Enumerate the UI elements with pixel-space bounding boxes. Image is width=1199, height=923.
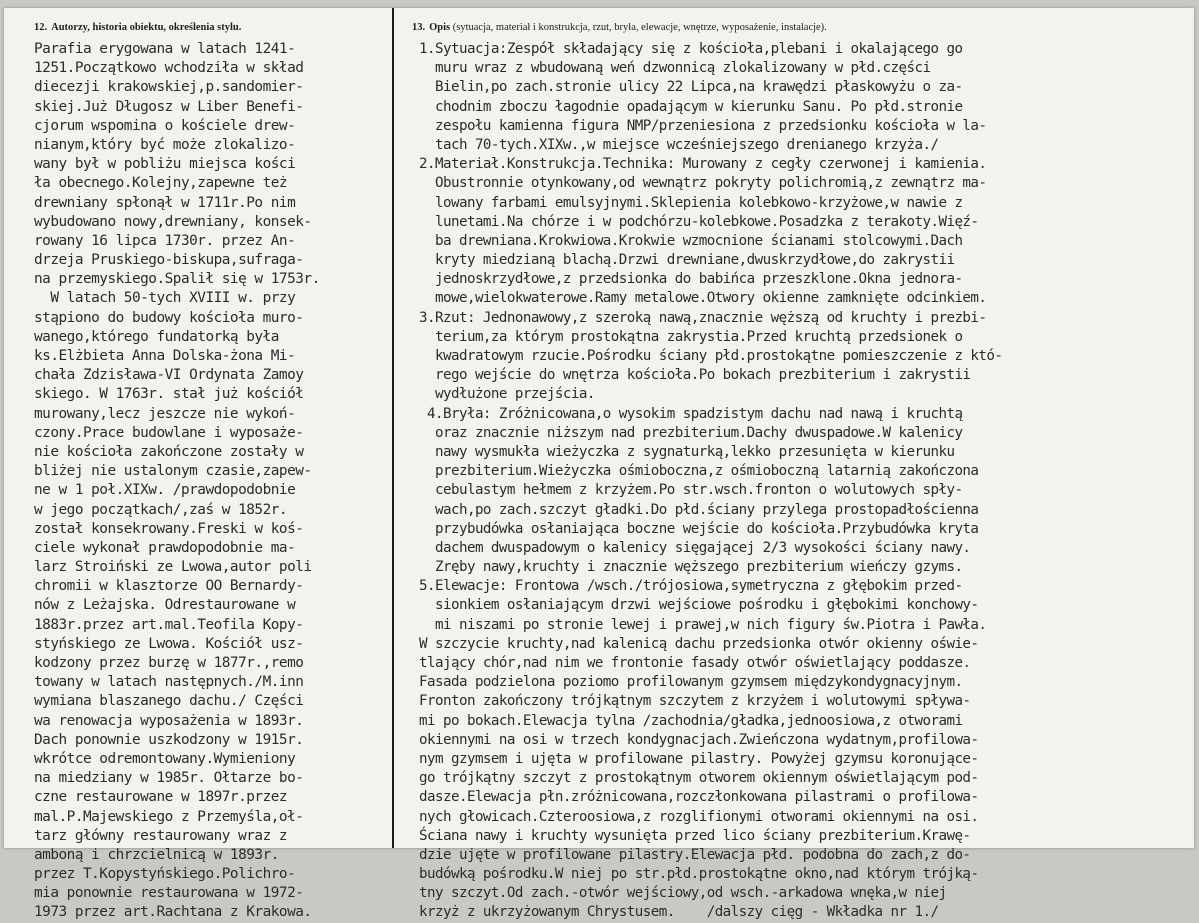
section-title: Autorzy, historia obiektu, określenia stylu. [51,22,242,33]
text-line: rego wejście do wnętrza kościoła.Po bokach prezbiterium i zakrystii [419,367,971,384]
text-line: chromii w klasztorze OO Bernardy- [34,578,304,595]
text-line: 5.Elewacje: Frontowa /wsch./trójosiowa,symetryczna z głębokim przed- [419,578,963,595]
text-line: drzeja Pruskiego-biskupa,sufraga- [34,252,304,269]
text-line: ła obecnego.Kolejny,zapewne też [34,175,288,192]
text-line: 1883r.przez art.mal.Teofila Kopy- [34,616,304,633]
text-line: ba drewniana.Krokwiowa.Krokwie wzmocnione ścianami stolcowymi.Dach [419,232,963,249]
text-line: kwadratowym rzucie.Pośrodku ściany płd.prostokątne pomieszczenie z któ- [419,348,1003,364]
text-line: Bielin,po zach.stronie ulicy 22 Lipca,na krawędzi płaskowyżu o za- [419,79,963,96]
text-line: przez T.Kopystyńskiego.Polichro- [34,866,296,883]
text-line: W latach 50-tych XVIII w. przy [34,290,296,307]
text-line: tarz główny restaurowany wraz z [34,827,288,844]
text-line: bliżej nie ustalonym czasie,zapew- [34,463,312,480]
text-line: skiej.Już Długosz w Liber Benefi- [34,98,304,115]
document-sheet [4,8,1194,921]
text-line: 1973 przez art.Rachtana z Krakowa. [34,904,312,921]
description-text [419,40,1189,923]
text-line: na przemyskiego.Spalił się w 1753r. [34,271,320,288]
text-line: ks.Elżbieta Anna Dolska-żona Mi- [34,348,296,364]
text-line: okiennymi na osi w trzech kondygnacjach.Zwieńczona wydatnym,profilowa- [419,731,979,748]
text-line: chała Zdzisława-VI Ordynata Zamoy [34,367,304,384]
text-line: murowany,lecz jeszcze nie wykoń- [34,405,296,422]
text-line: wanego,którego fundatorką była [34,328,279,345]
text-line: lowany farbami emulsyjnymi.Sklepienia kolebkowo-krzyżowe,w nawie z [419,194,963,211]
text-line: Zręby nawy,kruchty i znacznie węższego prezbiterium wieńczy gzyms. [419,559,963,576]
text-line: chodnim zboczu łagodnie opadającym w kierunku Sanu. Po płd.stronie [419,98,963,115]
right-column-heading [412,22,827,33]
text-line: Fronton zakończony trójkątnym szczytem z krzyżem i wolutowymi spływa- [419,693,971,710]
text-line: Fasada podzielona poziomo profilowanym gzymsem międzykondygnacyjnym. [419,674,963,691]
text-line: nawy wysmukła wieżyczka z sygnaturką,lekko przesunięta w kierunku [419,443,955,460]
text-line: w jego początkach/,zaś w 1852r. [34,501,288,518]
text-line: 1.Sytuacja:Zespół składający się z kościoła,plebani i okalającego go [419,41,963,57]
text-line: mi po bokach.Elewacja tylna /zachodnia/gładka,jednoosiowa,z otworami [419,712,963,729]
text-line: go trójkątny szczyt z prostokątnym otworem okiennym oświetlającym pod- [419,770,979,787]
column-divider [392,8,394,848]
text-line: W szczycie kruchty,nad kalenicą dachu przedsionka otwór okienny oświe- [419,635,979,652]
text-line: sionkiem osłaniającym drzwi wejściowe pośrodku i głębokimi konchowy- [419,597,979,614]
text-line: czne restaurowane w 1897r.przez [34,789,288,806]
text-line: amboną i chrzcielnicą w 1893r. [34,846,279,863]
text-line: diecezji krakowskiej,p.sandomier- [34,79,304,96]
text-line: nie kościoła zakończone zostały w [34,443,304,460]
text-line: na miedziany w 1985r. Ołtarze bo- [34,770,304,787]
text-line: zespołu kamienna figura NMP/przeniesiona z przedsionku kościoła w la- [419,117,987,134]
text-line: 1251.Początkowo wchodziła w skład [34,60,304,77]
text-line: czony.Prace budowlane i wyposaże- [34,424,304,441]
text-line: cebulastym hełmem z krzyżem.Po str.wsch.fronton o wolutowych spły- [419,482,963,499]
text-line: dzie ujęte w profilowane pilastry.Elewacja płd. podobna do zach,z do- [419,846,971,863]
text-line: prezbiterium.Wieżyczka ośmioboczna,z ośmioboczną latarnią zakończona [419,463,979,480]
text-line: oraz znacznie niższym nad prezbiterium.Dachy dwuspadowe.W kalenicy [419,424,963,441]
text-line: mowe,wielokwaterowe.Ramy metalowe.Otwory okienne zamknięte odcinkiem. [419,290,987,307]
text-line: tach 70-tych.XIXw.,w miejsce wcześniejszego drenianego krzyża./ [419,136,939,153]
text-line: budówką pośrodku.W niej po str.płd.prostokątne okno,nad którym trójką- [419,866,979,883]
text-line: rowany 16 lipca 1730r. przez An- [34,232,296,249]
text-line: Ściana nawy i kruchty wysunięta przed lico ściany prezbiterium.Krawę- [419,827,971,844]
text-line: larz Stroiński ze Lwowa,autor poli [34,559,312,576]
text-line: nianym,który być może zlokalizo- [34,136,296,153]
text-line: towany w latach następnych./M.inn [34,674,304,691]
text-line: cjorum wspomina o kościele drew- [34,117,296,134]
text-line: wybudowano nowy,drewniany, konsek- [34,213,312,230]
text-line: ne w 1 poł.XIXw. /prawdopodobnie [34,482,296,499]
section-number: 13. [412,22,426,33]
text-line: jednoskrzydłowe,z przedsionka do babińca przeszklone.Okna jednora- [419,271,963,288]
text-line: krzyż z ukrzyżowanym Chrystusem. /dalszy cięg - Wkładka nr 1./ [419,904,939,921]
text-line: terium,za którym prostokątna zakrystia.Przed kruchtą przedsionek o [419,328,963,345]
text-line: dachem dwuspadowym o kalenicy sięgającej 2/3 wysokości ściany nawy. [419,539,971,556]
text-line: został konsekrowany.Freski w koś- [34,520,304,537]
text-line: przybudówka osłaniająca boczne wejście do kościoła.Przybudówka kryta [419,520,979,537]
text-line: Dach ponownie uszkodzony w 1915r. [34,731,304,748]
text-line: 3.Rzut: Jednonawowy,z szeroką nawą,znacznie węższą od kruchty i prezbi- [419,309,987,326]
text-line: tny szczyt.Od zach.-otwór wejściowy,od wsch.-arkadowa wnęka,w niej [419,885,947,902]
text-line: lunetami.Na chórze i w podchórzu-kolebkowe.Posadzka z terakoty.Więź- [419,213,979,230]
text-line: nych głowicach.Czteroosiowa,z rozglifionymi otworami okiennymi na osi. [419,808,979,825]
text-line: mi niszami po stronie lewej i prawej,w nich figury św.Piotra i Pawła. [419,616,987,633]
text-line: 4.Bryła: Zróżnicowana,o wysokim spadzistym dachu nad nawą i kruchtą [419,405,963,422]
text-line: nów z Leżajska. Odrestaurowane w [34,597,296,614]
text-line: Obustronnie otynkowany,od wewnątrz pokryty polichromią,z zewnątrz ma- [419,175,987,192]
text-line: 2.Materiał.Konstrukcja.Technika: Murowany z cegły czerwonej i kamienia. [419,156,987,173]
text-line: kodzony przez burzę w 1877r.,remo [34,655,304,671]
text-line: muru wraz z wbudowaną weń dzwonnicą zlokalizowany w płd.części [419,60,931,77]
text-line: Parafia erygowana w latach 1241- [34,41,296,57]
left-column-heading [34,22,241,33]
text-line: ciele wykonał prawdopodobnie ma- [34,539,296,556]
text-line: wa renowacja wyposażenia w 1893r. [34,712,304,729]
section-subtitle: (sytuacja, materiał i konstrukcja, rzut, bryła, elewacje, wnętrze, wyposażenie, instalacje). [452,22,827,33]
text-line: styńskiego ze Lwowa. Kościół usz- [34,635,304,652]
text-line: wach,po zach.szczyt gładki.Do płd.ściany przylega prostopadłościenna [419,501,979,518]
text-line: wydłużone przejścia. [419,386,595,403]
section-title: Opis [429,22,451,33]
text-line: wymiana blaszanego dachu./ Części [34,693,304,710]
text-line: drewniany spłonął w 1711r.Po nim [34,194,296,211]
text-line: wkrótce odremontowany.Wymieniony [34,750,296,767]
text-line: dasze.Elewacja płn.zróżnicowana,rozczłonkowana pilastrami o profilowa- [419,789,979,806]
text-line: mia ponownie restaurowana w 1972- [34,885,304,902]
text-line: tlający chór,nad nim we frontonie fasady otwór oświetlający poddasze. [419,655,971,671]
text-line: kryty miedzianą blachą.Drzwi drewniane,dwuskrzydłowe,do zakrystii [419,252,955,269]
text-line: mal.P.Majewskiego z Przemyśla,oł- [34,808,304,825]
text-line: nym gzymsem i ujęta w profilowane pilastry. Powyżej gzymsu koronujące- [419,750,979,767]
text-line: wany był w pobliżu miejsca kości [34,156,296,173]
text-line: stąpiono do budowy kościoła muro- [34,309,304,326]
text-line: skiego. W 1763r. stał już kościół [34,386,304,403]
section-number: 12. [34,22,48,33]
history-text [34,40,390,923]
